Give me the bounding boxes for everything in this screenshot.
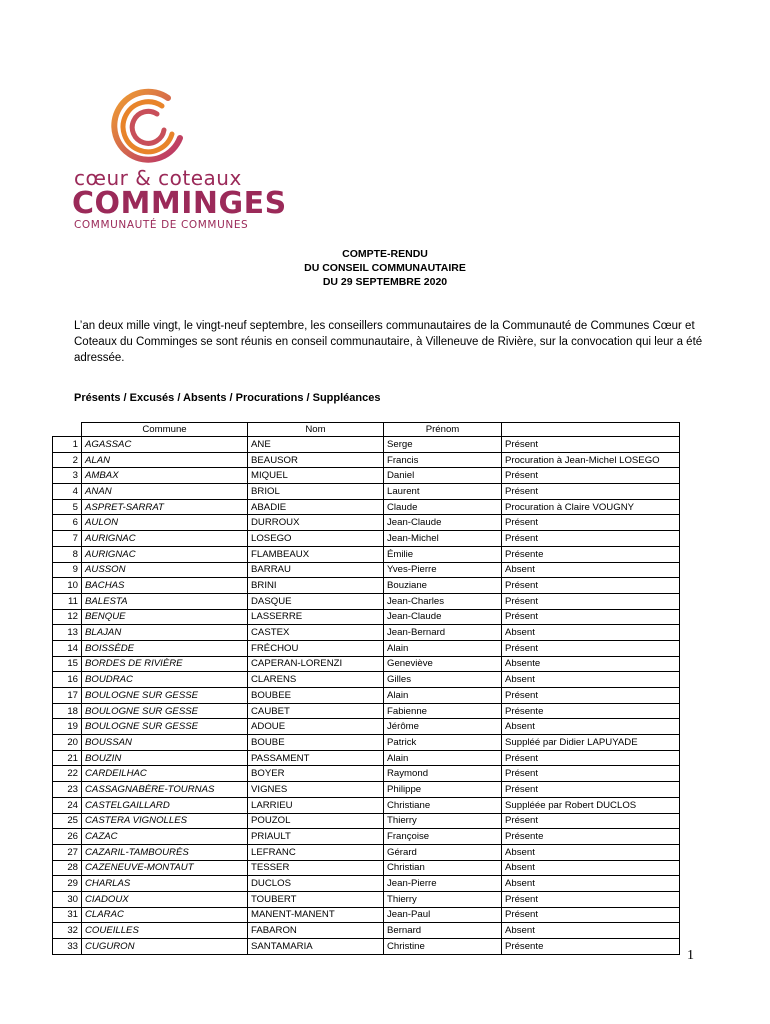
status-cell: Absent xyxy=(502,844,680,860)
status-cell: Présent xyxy=(502,468,680,484)
logo-text-top: cœur & coteaux xyxy=(74,166,242,190)
row-number: 11 xyxy=(53,593,82,609)
status-cell: Présent xyxy=(502,750,680,766)
prenom-cell: Bouziane xyxy=(384,578,502,594)
row-number: 30 xyxy=(53,891,82,907)
nom-cell: ANE xyxy=(248,437,384,453)
prenom-cell: Alain xyxy=(384,640,502,656)
commune-cell: AURIGNAC xyxy=(82,546,248,562)
table-row xyxy=(53,562,680,578)
section-heading: Présents / Excusés / Absents / Procurations / Suppléances xyxy=(74,392,381,404)
commune-cell: BOULOGNE SUR GESSE xyxy=(82,688,248,704)
logo-text-main: COMMINGES xyxy=(72,186,287,221)
nom-cell: ABADIE xyxy=(248,499,384,515)
prenom-cell: Gérard xyxy=(384,844,502,860)
prenom-cell: Jean-Claude xyxy=(384,609,502,625)
table-row xyxy=(53,876,680,892)
nom-cell: PASSAMENT xyxy=(248,750,384,766)
nom-cell: BEAUSOR xyxy=(248,452,384,468)
status-cell: Présente xyxy=(502,546,680,562)
prenom-cell: Christine xyxy=(384,939,502,955)
nom-cell: TOUBERT xyxy=(248,891,384,907)
document-title xyxy=(0,247,770,289)
comminges-c-logo-icon xyxy=(110,86,190,166)
commune-cell: AUSSON xyxy=(82,562,248,578)
row-number: 33 xyxy=(53,939,82,955)
status-cell: Présent xyxy=(502,813,680,829)
table-row xyxy=(53,829,680,845)
table-row xyxy=(53,672,680,688)
prenom-cell: Thierry xyxy=(384,891,502,907)
table-row xyxy=(53,735,680,751)
commune-cell: BOULOGNE SUR GESSE xyxy=(82,703,248,719)
commune-cell: CARDEILHAC xyxy=(82,766,248,782)
nom-cell: FABARON xyxy=(248,923,384,939)
commune-cell: COUEILLES xyxy=(82,923,248,939)
status-cell: Absente xyxy=(502,656,680,672)
nom-cell: ADOUE xyxy=(248,719,384,735)
row-number: 29 xyxy=(53,876,82,892)
commune-cell: CAZARIL-TAMBOURÈS xyxy=(82,844,248,860)
nom-cell: VIGNES xyxy=(248,782,384,798)
status-cell: Présent xyxy=(502,688,680,704)
table-row xyxy=(53,813,680,829)
prenom-cell: Geneviève xyxy=(384,656,502,672)
commune-cell: CAZAC xyxy=(82,829,248,845)
nom-cell: LASSERRE xyxy=(248,609,384,625)
commune-cell: CHARLAS xyxy=(82,876,248,892)
prenom-cell: Bernard xyxy=(384,923,502,939)
status-cell: Absent xyxy=(502,860,680,876)
attendance-table xyxy=(52,422,680,955)
status-cell: Absent xyxy=(502,876,680,892)
header-nom: Nom xyxy=(248,423,384,437)
row-number: 16 xyxy=(53,672,82,688)
prenom-cell: Thierry xyxy=(384,813,502,829)
table-row xyxy=(53,907,680,923)
commune-cell: ASPRET-SARRAT xyxy=(82,499,248,515)
status-cell: Absent xyxy=(502,625,680,641)
row-number: 18 xyxy=(53,703,82,719)
status-cell: Absent xyxy=(502,719,680,735)
header-commune: Commune xyxy=(82,423,248,437)
commune-cell: BOUDRAC xyxy=(82,672,248,688)
prenom-cell: Françoise xyxy=(384,829,502,845)
commune-cell: CASSAGNABÈRE-TOURNAS xyxy=(82,782,248,798)
nom-cell: LARRIEU xyxy=(248,797,384,813)
prenom-cell: Francis xyxy=(384,452,502,468)
nom-cell: CLARENS xyxy=(248,672,384,688)
commune-cell: BOULOGNE SUR GESSE xyxy=(82,719,248,735)
prenom-cell: Gilles xyxy=(384,672,502,688)
table-row xyxy=(53,531,680,547)
prenom-cell: Christian xyxy=(384,860,502,876)
nom-cell: LEFRANC xyxy=(248,844,384,860)
commune-cell: AGASSAC xyxy=(82,437,248,453)
commune-cell: ALAN xyxy=(82,452,248,468)
page-number: 1 xyxy=(687,948,694,963)
logo-text-sub: COMMUNAUTÉ DE COMMUNES xyxy=(74,219,249,231)
commune-cell: CASTERA VIGNOLLES xyxy=(82,813,248,829)
table-row xyxy=(53,750,680,766)
prenom-cell: Jérôme xyxy=(384,719,502,735)
prenom-cell: Raymond xyxy=(384,766,502,782)
status-cell: Présente xyxy=(502,829,680,845)
status-cell: Présent xyxy=(502,484,680,500)
nom-cell: MIQUEL xyxy=(248,468,384,484)
commune-cell: ANAN xyxy=(82,484,248,500)
prenom-cell: Jean-Charles xyxy=(384,593,502,609)
commune-cell: CLARAC xyxy=(82,907,248,923)
table-row xyxy=(53,782,680,798)
commune-cell: BACHAS xyxy=(82,578,248,594)
table-row xyxy=(53,625,680,641)
commune-cell: BALESTA xyxy=(82,593,248,609)
row-number: 13 xyxy=(53,625,82,641)
commune-cell: AURIGNAC xyxy=(82,531,248,547)
row-number: 2 xyxy=(53,452,82,468)
prenom-cell: Émilie xyxy=(384,546,502,562)
prenom-cell: Christiane xyxy=(384,797,502,813)
table-header-row xyxy=(53,423,680,437)
commune-cell: BOUZIN xyxy=(82,750,248,766)
status-cell: Présent xyxy=(502,640,680,656)
nom-cell: TESSER xyxy=(248,860,384,876)
prenom-cell: Daniel xyxy=(384,468,502,484)
table-row xyxy=(53,484,680,500)
row-number: 28 xyxy=(53,860,82,876)
prenom-cell: Laurent xyxy=(384,484,502,500)
row-number: 21 xyxy=(53,750,82,766)
row-number: 20 xyxy=(53,735,82,751)
status-cell: Procuration à Jean-Michel LOSEGO xyxy=(502,452,680,468)
table-row xyxy=(53,468,680,484)
table-row xyxy=(53,578,680,594)
table-row xyxy=(53,609,680,625)
nom-cell: BOYER xyxy=(248,766,384,782)
row-number: 27 xyxy=(53,844,82,860)
status-cell: Présent xyxy=(502,891,680,907)
nom-cell: POUZOL xyxy=(248,813,384,829)
commune-cell: CUGURON xyxy=(82,939,248,955)
prenom-cell: Jean-Paul xyxy=(384,907,502,923)
logo xyxy=(70,86,287,231)
status-cell: Présent xyxy=(502,593,680,609)
prenom-cell: Alain xyxy=(384,688,502,704)
commune-cell: AULON xyxy=(82,515,248,531)
row-number: 12 xyxy=(53,609,82,625)
prenom-cell: Philippe xyxy=(384,782,502,798)
table-row xyxy=(53,703,680,719)
prenom-cell: Jean-Claude xyxy=(384,515,502,531)
header-prenom: Prénom xyxy=(384,423,502,437)
commune-cell: CIADOUX xyxy=(82,891,248,907)
status-cell: Présent xyxy=(502,782,680,798)
table-row xyxy=(53,499,680,515)
row-number: 10 xyxy=(53,578,82,594)
row-number: 6 xyxy=(53,515,82,531)
nom-cell: CASTEX xyxy=(248,625,384,641)
status-cell: Présent xyxy=(502,515,680,531)
row-number: 15 xyxy=(53,656,82,672)
nom-cell: CAPERAN-LORENZI xyxy=(248,656,384,672)
row-number: 26 xyxy=(53,829,82,845)
title-line-2: DU CONSEIL COMMUNAUTAIRE xyxy=(304,262,466,274)
commune-cell: BORDES DE RIVIÈRE xyxy=(82,656,248,672)
row-number: 1 xyxy=(53,437,82,453)
nom-cell: FLAMBEAUX xyxy=(248,546,384,562)
header-status xyxy=(502,423,680,437)
table-row xyxy=(53,719,680,735)
row-number: 5 xyxy=(53,499,82,515)
status-cell: Présent xyxy=(502,609,680,625)
row-number: 14 xyxy=(53,640,82,656)
status-cell: Absent xyxy=(502,562,680,578)
status-cell: Suppléée par Robert DUCLOS xyxy=(502,797,680,813)
table-row xyxy=(53,546,680,562)
header-number xyxy=(53,423,82,437)
prenom-cell: Fabienne xyxy=(384,703,502,719)
table-row xyxy=(53,860,680,876)
prenom-cell: Jean-Pierre xyxy=(384,876,502,892)
table-row xyxy=(53,797,680,813)
nom-cell: CAUBET xyxy=(248,703,384,719)
nom-cell: SANTAMARIA xyxy=(248,939,384,955)
nom-cell: LOSEGO xyxy=(248,531,384,547)
table-row xyxy=(53,452,680,468)
table-row xyxy=(53,437,680,453)
table-row xyxy=(53,844,680,860)
row-number: 22 xyxy=(53,766,82,782)
commune-cell: CASTELGAILLARD xyxy=(82,797,248,813)
commune-cell: BENQUE xyxy=(82,609,248,625)
row-number: 23 xyxy=(53,782,82,798)
prenom-cell: Jean-Michel xyxy=(384,531,502,547)
table-body xyxy=(53,437,680,955)
status-cell: Présent xyxy=(502,437,680,453)
table-row xyxy=(53,640,680,656)
row-number: 3 xyxy=(53,468,82,484)
row-number: 25 xyxy=(53,813,82,829)
title-line-1: COMPTE-RENDU xyxy=(342,248,428,260)
status-cell: Procuration à Claire VOUGNY xyxy=(502,499,680,515)
status-cell: Présent xyxy=(502,531,680,547)
nom-cell: BOUBEE xyxy=(248,688,384,704)
status-cell: Présente xyxy=(502,703,680,719)
nom-cell: PRIAULT xyxy=(248,829,384,845)
table-row xyxy=(53,891,680,907)
status-cell: Présent xyxy=(502,578,680,594)
nom-cell: DURROUX xyxy=(248,515,384,531)
table-row xyxy=(53,923,680,939)
prenom-cell: Alain xyxy=(384,750,502,766)
row-number: 9 xyxy=(53,562,82,578)
status-cell: Suppléé par Didier LAPUYADE xyxy=(502,735,680,751)
prenom-cell: Claude xyxy=(384,499,502,515)
row-number: 7 xyxy=(53,531,82,547)
prenom-cell: Serge xyxy=(384,437,502,453)
nom-cell: BOUBE xyxy=(248,735,384,751)
nom-cell: DUCLOS xyxy=(248,876,384,892)
row-number: 24 xyxy=(53,797,82,813)
row-number: 19 xyxy=(53,719,82,735)
row-number: 17 xyxy=(53,688,82,704)
commune-cell: BOISSÈDE xyxy=(82,640,248,656)
table-row xyxy=(53,515,680,531)
prenom-cell: Patrick xyxy=(384,735,502,751)
table-row xyxy=(53,688,680,704)
row-number: 8 xyxy=(53,546,82,562)
nom-cell: MANENT-MANENT xyxy=(248,907,384,923)
commune-cell: AMBAX xyxy=(82,468,248,484)
status-cell: Absent xyxy=(502,672,680,688)
nom-cell: FRÉCHOU xyxy=(248,640,384,656)
prenom-cell: Jean-Bernard xyxy=(384,625,502,641)
status-cell: Présente xyxy=(502,939,680,955)
row-number: 31 xyxy=(53,907,82,923)
title-line-3: DU 29 SEPTEMBRE 2020 xyxy=(322,276,448,288)
nom-cell: BRIOL xyxy=(248,484,384,500)
status-cell: Présent xyxy=(502,907,680,923)
nom-cell: BRINI xyxy=(248,578,384,594)
table-row xyxy=(53,656,680,672)
nom-cell: BARRAU xyxy=(248,562,384,578)
row-number: 4 xyxy=(53,484,82,500)
table-row xyxy=(53,939,680,955)
nom-cell: DASQUE xyxy=(248,593,384,609)
commune-cell: BLAJAN xyxy=(82,625,248,641)
table-row xyxy=(53,593,680,609)
intro-paragraph: L’an deux mille vingt, le vingt-neuf septembre, les conseillers communautaires de la Communauté de Communes Cœur et Coteaux du Comminges se sont réunis en conseil communautaire, à Villeneuve de Rivière, sur la convocation qui leur a été adressée. xyxy=(74,320,703,364)
status-cell: Absent xyxy=(502,923,680,939)
table-row xyxy=(53,766,680,782)
row-number: 32 xyxy=(53,923,82,939)
commune-cell: CAZENEUVE-MONTAUT xyxy=(82,860,248,876)
status-cell: Présent xyxy=(502,766,680,782)
prenom-cell: Yves-Pierre xyxy=(384,562,502,578)
commune-cell: BOUSSAN xyxy=(82,735,248,751)
